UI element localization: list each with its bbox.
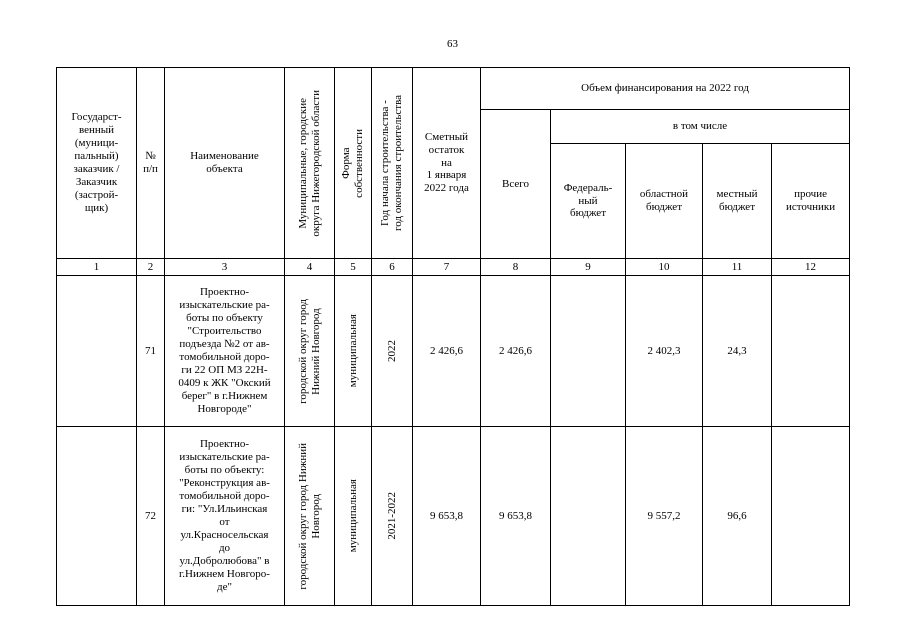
header-customer: Государст- венный (муници- пальный) заказчик / Заказчик (застрой- щик) (57, 68, 137, 259)
header-total: Всего (481, 110, 551, 259)
header-local: местный бюджет (703, 144, 772, 259)
column-number: 5 (335, 259, 372, 276)
row-number: 71 (137, 276, 165, 427)
row-regional: 9 557,2 (626, 427, 703, 606)
row-local: 24,3 (703, 276, 772, 427)
column-number: 1 (57, 259, 137, 276)
row-local: 96,6 (703, 427, 772, 606)
header-funding: Объем финансирования на 2022 год (481, 68, 850, 110)
header-including: в том числе (551, 110, 850, 144)
row-number: 72 (137, 427, 165, 606)
row-customer (57, 276, 137, 427)
row-ownership: муниципальная (335, 276, 372, 427)
column-number: 3 (165, 259, 285, 276)
column-number: 2 (137, 259, 165, 276)
row-federal (551, 427, 626, 606)
row-federal (551, 276, 626, 427)
row-years: 2021-2022 (372, 427, 413, 606)
column-number: 7 (413, 259, 481, 276)
column-number: 10 (626, 259, 703, 276)
header-regional: областной бюджет (626, 144, 703, 259)
row-estimate: 2 426,6 (413, 276, 481, 427)
row-estimate: 9 653,8 (413, 427, 481, 606)
row-ownership: муниципальная (335, 427, 372, 606)
row-total: 2 426,6 (481, 276, 551, 427)
row-years: 2022 (372, 276, 413, 427)
row-customer (57, 427, 137, 606)
column-number: 6 (372, 259, 413, 276)
row-municipality: городской округ город Нижний Новгород (285, 427, 335, 606)
column-number: 8 (481, 259, 551, 276)
column-number-row (57, 259, 850, 276)
column-number: 12 (772, 259, 850, 276)
header-ownership: Форма собственности (335, 68, 372, 259)
column-number: 11 (703, 259, 772, 276)
header-years: Год начала строительства - год окончания строительства (372, 68, 413, 259)
header-object-name: Наименование объекта (165, 68, 285, 259)
column-number: 4 (285, 259, 335, 276)
header-other: прочие источники (772, 144, 850, 259)
row-total: 9 653,8 (481, 427, 551, 606)
table-row (57, 427, 850, 606)
row-other (772, 427, 850, 606)
financing-table (56, 67, 850, 606)
table-row (57, 276, 850, 427)
row-regional: 2 402,3 (626, 276, 703, 427)
column-number: 9 (551, 259, 626, 276)
row-object-name: Проектно- изыскательские ра- боты по объекту "Строительство подъезда №2 от ав- томобильной доро- ги 22 ОП МЗ 22Н- 0409 к ЖК "Окский берег" в г.Нижнем Новгороде" (165, 276, 285, 427)
row-other (772, 276, 850, 427)
row-municipality: городской округ город Нижний Новгород (285, 276, 335, 427)
page-number: 63 (447, 38, 458, 50)
header-row-num: № п/п (137, 68, 165, 259)
header-estimate: Сметный остаток на 1 января 2022 года (413, 68, 481, 259)
row-object-name: Проектно- изыскательские ра- боты по объекту: "Реконструкция ав- томобильной доро- ги: "Ул.Ильинская от ул.Красносельская до ул.Добролюбова" в г.Нижнем Новгоро- де" (165, 427, 285, 606)
header-municipality: Муниципальные, городские округа Нижегородской области (285, 68, 335, 259)
header-federal: Федераль- ный бюджет (551, 144, 626, 259)
